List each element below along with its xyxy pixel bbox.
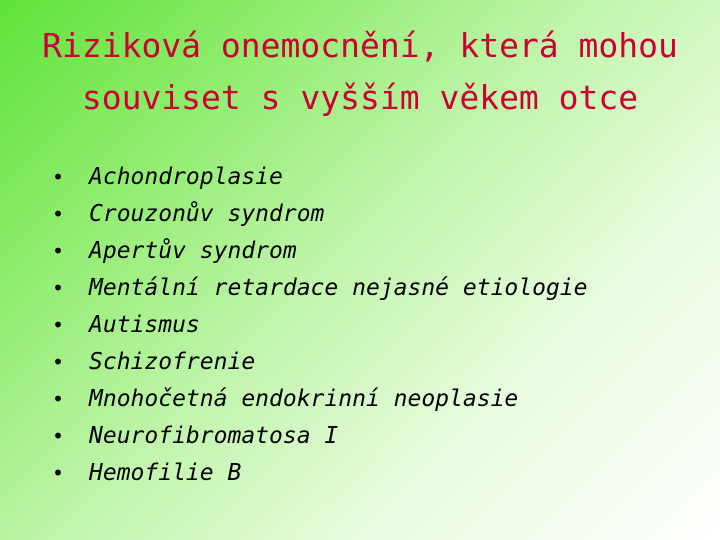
list-item-label: Hemofilie B — [89, 459, 242, 486]
list-item-label: Apertův syndrom — [89, 237, 297, 264]
slide-title-line-2: souviset s vyšším věkem otce — [81, 78, 639, 117]
list-item-schizofrenie — [52, 343, 692, 380]
list-item-label: Mentální retardace nejasné etiologie — [89, 274, 588, 301]
bullet-icon: • — [52, 312, 65, 337]
list-item-label: Neurofibromatosa I — [89, 422, 339, 449]
list-item-hemofilie-b — [52, 454, 692, 491]
list-item-label: Crouzonův syndrom — [89, 200, 325, 227]
slide-title — [10, 20, 710, 124]
list-item-crouzonuv-syndrom — [52, 195, 692, 232]
bullet-list — [52, 158, 692, 491]
bullet-icon: • — [52, 275, 65, 300]
list-item-label: Schizofrenie — [89, 348, 256, 375]
list-item-mentalni-retardace — [52, 269, 692, 306]
bullet-icon: • — [52, 238, 65, 263]
list-item-autismus — [52, 306, 692, 343]
slide-title-line-1: Riziková onemocnění, která mohou — [42, 26, 678, 65]
list-item-label: Autismus — [89, 311, 200, 338]
list-item-neurofibromatosa — [52, 417, 692, 454]
list-item-label: Mnohočetná endokrinní neoplasie — [89, 385, 519, 412]
bullet-icon: • — [52, 460, 65, 485]
bullet-icon: • — [52, 164, 65, 189]
bullet-icon: • — [52, 386, 65, 411]
bullet-icon: • — [52, 349, 65, 374]
list-item-label: Achondroplasie — [89, 163, 283, 190]
list-item-mnohocetna-endokrinni-neoplasie — [52, 380, 692, 417]
list-item-apertuv-syndrom — [52, 232, 692, 269]
bullet-icon: • — [52, 201, 65, 226]
bullet-icon: • — [52, 423, 65, 448]
list-item-achondroplasie — [52, 158, 692, 195]
